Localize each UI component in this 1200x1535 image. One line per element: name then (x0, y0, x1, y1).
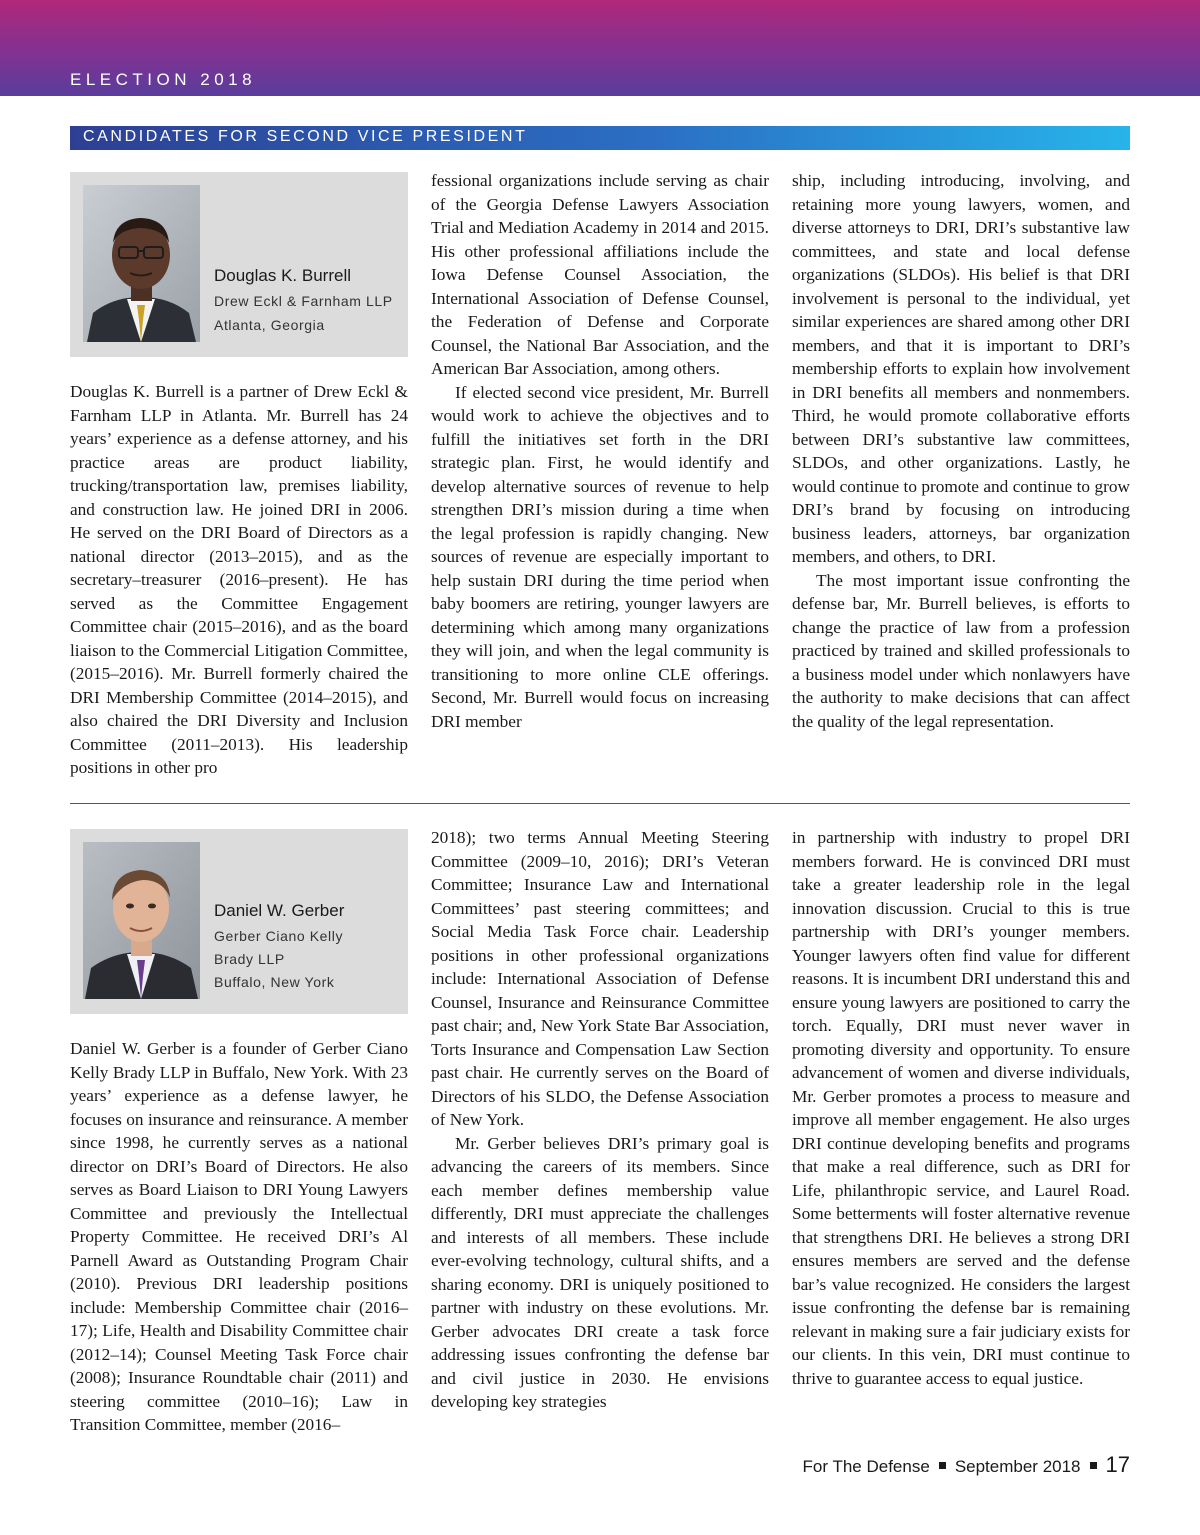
candidate-bio-column-1 (70, 1037, 408, 1437)
candidate-name: Daniel W. Gerber (214, 901, 345, 920)
candidate-bio-column-1 (70, 380, 408, 780)
section-title-bar (70, 126, 1130, 150)
bio-paragraph: If elected second vice president, Mr. Burrell would work to achieve the objectives and to fulfill the initiatives set forth in the DRI strategic plan. First, he would identify and develop alternative sources of revenue to help strengthen DRI’s mission during a time when the legal profession is rapidly changing. New sources of revenue are especially important to help sustain DRI during the time period when baby boomers are retiring, younger lawyers are determining which among many organizations they will join, and when the legal community is transitioning to more online CLE offerings. Second, Mr. Burrell would focus on increasing DRI member (431, 382, 769, 731)
page-number: 17 (1105, 1452, 1130, 1477)
bio-paragraph: Douglas K. Burrell is a partner of Drew Eckl & Farnham LLP in Atlanta. Mr. Burrell has 24 years’ experience as a defense attorney, and his practice areas are product liability, trucking/transportation law, premises liability, and construction law. He joined DRI in 2006. He served on the DRI Board of Directors as a national director (2013–2015), and as the secretary–treasurer (2016–present). He has served as the Committee Engagement Committee chair (2015–2016), and as the board liaison to the Commercial Litigation Committee, (2015–2016). Mr. Burrell formerly chaired the DRI Membership Committee (2014–2015), and also chaired the DRI Diversity and Inclusion Committee (2011–2013). His leadership positions in other pro (70, 382, 408, 777)
candidate-location: Atlanta, Georgia (214, 317, 325, 333)
header-band (0, 0, 1200, 96)
issue-date: September 2018 (954, 1457, 1081, 1476)
candidate-location: Buffalo, New York (214, 974, 335, 990)
separator-square-icon (1090, 1462, 1097, 1469)
section-kicker: ELECTION 2018 (70, 70, 257, 89)
bio-paragraph: Daniel W. Gerber is a founder of Gerber Ciano Kelly Brady LLP in Buffalo, New York. With 23 years’ experience as a defense lawyer, he focuses on insurance and reinsurance. A member since 1998, he currently serves as a national director on DRI’s Board of Directors. He also serves as Board Liaison to DRI Young Lawyers Committee and previously the Intellectual Property Committee. He received DRI’s Al Parnell Award as Outstanding Program Chair (2010). Previous DRI leadership positions include: Membership Committee chair (2016–17); Life, Health and Disability Committee chair (2012–14); Counsel Meeting Task Force chair (2008); Insurance Roundtable chair (2011) and steering committee (2010–16); Law in Transition Committee, member (2016– (70, 1039, 408, 1434)
candidate-firm: Drew Eckl & Farnham LLP (214, 293, 393, 309)
candidate-bio-column-2 (431, 169, 769, 733)
candidate-bio-column-3 (792, 826, 1130, 1390)
candidate-divider (70, 803, 1130, 804)
bio-paragraph: fessional organizations include serving as chair of the Georgia Defense Lawyers Association Trial and Mediation Academy in 2014 and 2015. His other professional affiliations include the Iowa Defense Counsel Association, the International Association of Defense Counsel, the Federation of Defense and Corporate Counsel, the National Bar Association, and the American Bar Association, among others. (431, 171, 769, 378)
separator-square-icon (939, 1462, 946, 1469)
candidate-profile-card (70, 172, 408, 357)
bio-paragraph: in partnership with industry to propel DRI members forward. He is convinced DRI must take a greater leadership role in the legal innovation discussion. Crucial to this is true partnership with DRI’s younger members. Younger lawyers often find value for different reasons. It is incumbent DRI understand this and ensure young lawyers are positioned to carry the torch. Equally, DRI must never waver in promoting diversity and opportunity. To ensure advancement of women and diverse individuals, Mr. Gerber promotes a process to measure and improve all member engagement. He also urges DRI continue developing benefits and programs that make a real difference, such as DRI for Life, philanthropic service, and Laurel Road. Some betterments will foster alternative revenue that strengthens DRI. He believes a strong DRI ensures members are served and the defense bar’s value recognized. He considers the largest issue confronting the defense bar is remaining relevant in making sure a fair judiciary exists for our clients. In this vein, DRI must continue to thrive to guarantee access to equal justice. (792, 828, 1130, 1388)
publication-name: For The Defense (802, 1457, 930, 1476)
candidate-name: Douglas K. Burrell (214, 266, 352, 285)
candidate-photo (83, 842, 200, 999)
candidate-bio-column-2 (431, 826, 769, 1414)
bio-paragraph: The most important issue confronting the defense bar, Mr. Burrell believes, is efforts to change the practice of law from a profession practiced by trained and skilled professionals to a business model under which nonlawyers have the authority to make decisions that can affect the quality of the legal representation. (792, 570, 1130, 731)
section-title: CANDIDATES FOR SECOND VICE PRESIDENT (83, 128, 528, 145)
candidate-photo (83, 185, 200, 342)
candidate-firm-line-1: Gerber Ciano Kelly (214, 928, 344, 944)
candidate-bio-column-3 (792, 169, 1130, 733)
candidate-firm-line-2: Brady LLP (214, 951, 285, 967)
bio-paragraph: 2018); two terms Annual Meeting Steering Committee (2009–10, 2016); DRI’s Veteran Committee; Insurance Law and International Committees’ past steering committees; and Social Media Task Force chair. Leadership positions in other professional organizations include: International Association of Defense Counsel, Insurance and Reinsurance Committee past chair; and, New York State Bar Association, Torts Insurance and Compensation Law Section past chair. He currently serves on the Board of Directors of his SLDO, the Defense Association of New York. (431, 828, 769, 1129)
candidate-profile-card (70, 829, 408, 1014)
bio-paragraph: Mr. Gerber believes DRI’s primary goal is advancing the careers of its members. Since each member defines membership value differently, DRI must appreciate the challenges and interests of all members. These include ever-evolving technology, cultural shifts, and a sharing economy. DRI is uniquely positioned to partner with industry on these evolutions. Mr. Gerber advocates DRI create a task force addressing issues confronting the defense bar and civil justice in 2030. He envisions developing key strategies (431, 1133, 769, 1411)
page-footer (803, 1452, 1130, 1478)
bio-paragraph: ship, including introducing, involving, and retaining more young lawyers, women, and diverse attorneys to DRI, DRI’s substantive law committees, and state and local defense organizations (SLDOs). His belief is that DRI involvement is personal to the individual, yet similar experiences are shared among other DRI members, and that it is important to DRI’s membership efforts to explain how involvement in DRI benefits all members and nonmembers. Third, he would promote collaborative efforts between DRI’s substantive law committees, SLDOs, and other organizations. Lastly, he would continue to promote and continue to grow DRI’s brand by focusing on introducing business leaders, attorneys, bar organization members, and others, to DRI. (792, 171, 1130, 566)
